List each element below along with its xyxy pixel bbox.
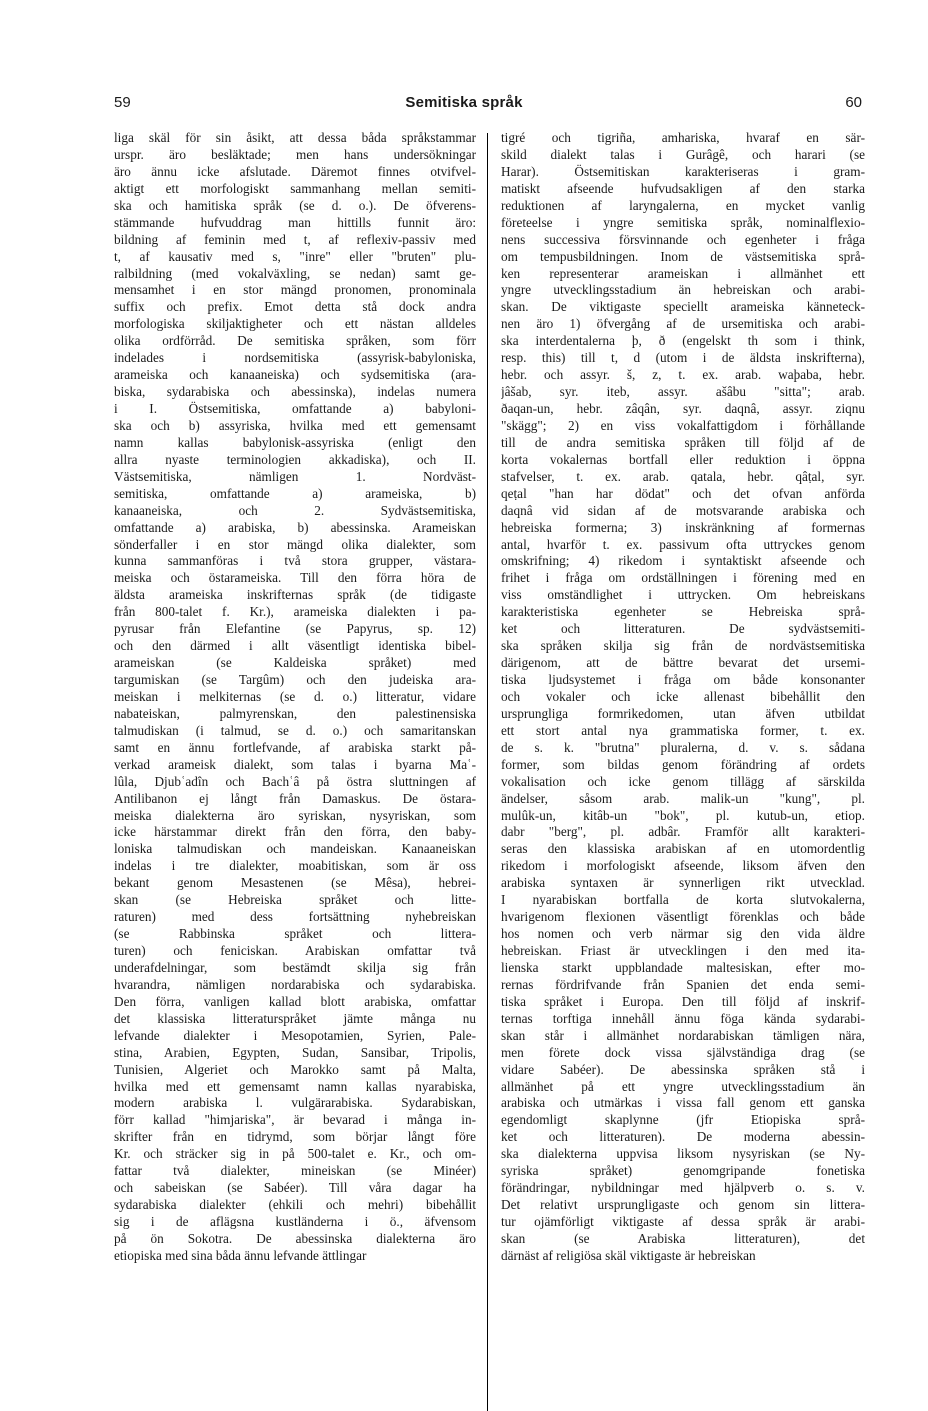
text-line: Kr. och sträcker sig in på 500-talet e. Kr., och om- [114, 1146, 476, 1162]
text-line: lûla, Djubʿadîn och Bachʿâ på östra sluttningen af [114, 773, 476, 789]
text-line: stämmande hufvuddrag man hittills funnit äro: [114, 214, 476, 230]
text-line: stina, Arabien, Egypten, Sudan, Sansibar, Tripolis, [114, 1044, 476, 1060]
text-line: lefvande dialekter i Mesopotamien, Syrien, Pale- [114, 1027, 476, 1043]
text-line: syriska språket) genomgripande fonetiska [501, 1163, 865, 1179]
text-line: karakteristiska egenheter se Hebreiska språ- [501, 604, 865, 620]
text-line: det klassiska litteraturspråket jämte många nu [114, 1010, 476, 1026]
text-line: (se Rabbinska språket och littera- [114, 926, 476, 942]
text-line: suffix och prefix. Emot detta stå dock andra [114, 299, 476, 315]
text-line: sig i de aflägsna kustländerna i ö., äfvensom [114, 1214, 476, 1229]
text-line: bildning af feminin med t, af reflexiv-passiv med [114, 231, 476, 247]
text-line: rernas fördrifvande från Spanien det enda semi- [501, 976, 865, 992]
text-line: förr kallad "himjariska", är bevarad i många in- [114, 1112, 476, 1128]
text-line: sönderfaller i en stor mängd olika dialekter, som [114, 536, 476, 552]
text-line: omfattande a) arabiska, b) abessinska. Arameiskan [114, 519, 476, 535]
text-line: därigenom, att de bättre bevarat det ursemi- [501, 655, 865, 671]
text-line: stafvelser, t. ex. arab. qatala, hebr. qâṭal, syr. [501, 468, 865, 484]
text-line: bekant genom Mesastenen (se Mêsa), hebrei- [114, 875, 476, 891]
text-line: arameiska och kanaaneiska) och sydsemitiska (ara- [114, 367, 476, 383]
right-column [501, 130, 865, 1265]
text-line: Tunisien, Algeriet och Marokko samt på Malta, [114, 1061, 476, 1077]
text-line: morfologiska skiljaktigheter och ett nästan alldeles [114, 316, 476, 332]
text-line: ket och litteraturen. De sydvästsemiti- [501, 621, 865, 637]
text-line: matiskt afseende hufvudsakligen af den starka [501, 180, 865, 196]
text-line: aktigt ett morfologiskt sammanhang mellan semiti- [114, 180, 476, 196]
text-line: därnäst af religiösa skäl viktigaste är hebreiskan [501, 1247, 756, 1263]
text-line: fattar två dialekter, mineiskan (se Minéer) [114, 1163, 476, 1179]
text-line: skild dialekt talas i Gurâgê, och harari (se [501, 146, 865, 162]
text-line: talmudiskan (i talmud, se d. o.) och samaritanskan [114, 722, 476, 738]
text-line: ändelser, såsom arab. malik-un "kung", pl. [501, 790, 865, 806]
text-line: resp. this) till t, d (utom i de äldsta inskrifterna), [501, 350, 865, 366]
text-line: hvarigenom flexionen väsentligt förenklas och både [501, 909, 865, 925]
text-line: tigré och tigriña, amhariska, hvaraf en sär- [501, 130, 865, 145]
text-line: jâšab, syr. iteb, assyr. ašâbu "sitta"; arab. [501, 384, 865, 400]
text-line: indelades i nordsemitiska (assyrisk-babyloniska, [114, 350, 476, 366]
text-line: lienska starkt uppblandade maltesiskan, efter mo- [501, 959, 865, 975]
text-line: dabr "berg", pl. adbâr. Framför allt karakteri- [501, 824, 865, 840]
page-number-left: 59 [114, 94, 131, 111]
text-line: och vokaler och icke allenast bibehållit den [501, 688, 865, 704]
text-line: ska interdentalerna þ, ð (engelskt th som i think, [501, 333, 865, 349]
left-column [114, 130, 476, 1265]
running-title: Semitiska språk [405, 94, 523, 111]
text-line: i I. Östsemitiska, omfattande a) babyloni- [114, 401, 476, 416]
text-line: tur ojämförligt viktigaste af dessa språk är arabi- [501, 1214, 865, 1229]
text-line: äro ännu icke afslutade. Däremot finnes otvifvel- [114, 163, 476, 179]
text-line: t, af kausativ med s, "inre" eller "bruten" plu- [114, 248, 476, 264]
text-line: tiska språket i Europa. Den till följd af inskrif- [501, 993, 865, 1009]
text-line: kanaaneiska, och 2. Sydvästsemitiska, [114, 502, 476, 518]
column-divider [487, 133, 488, 1411]
text-line: "skägg"; 2) en viss vokalfattigdom i förhållande [501, 417, 865, 433]
text-line: ska dialekterna uppvisa liksom nysyriskan (se Ny- [501, 1146, 865, 1162]
text-line: underafdelningar, som bestämdt skilja sig från [114, 959, 476, 975]
text-line: nen äro 1) öfvergång af de ursemitiska och arabi- [501, 316, 865, 332]
text-line: sydarabiska dialekter (ehkili och mehri) bibehållit [114, 1197, 476, 1213]
text-line: etiopiska med sina båda ännu lefvande ättlingar [114, 1247, 367, 1263]
page-number-right: 60 [845, 94, 862, 111]
text-line: Det relativt ursprungligaste och genom sin littera- [501, 1197, 865, 1213]
text-line: skan står i allmänhet nordarabiskan tämligen nära, [501, 1027, 865, 1043]
text-line: men förete dock vissa självständiga drag (se [501, 1044, 865, 1060]
text-line: korta vokalernas bortfall eller reduktion i öppna [501, 451, 865, 467]
text-line: vokalisation och icke genom tillägg af särskilda [501, 773, 865, 789]
text-line: Antilibanon ej långt från Damaskus. De östara- [114, 790, 476, 806]
text-line: namn kallas babylonisk-assyriska (enligt den [114, 434, 476, 450]
text-line: former, som bildas genom förändring af ordets [501, 756, 865, 772]
text-line: från 800-talet f. Kr.), arameiska dialekten i pa- [114, 604, 476, 620]
text-line: antal, hvarför t. ex. passivum ofta uttryckes genom [501, 536, 865, 552]
text-line: ken representerar arameiskan i allmänhet ett [501, 265, 865, 281]
text-line: kunna sammanföras i två stora grupper, västara- [114, 553, 476, 569]
text-line: till de andra semitiska språken till följd af de [501, 434, 865, 450]
text-line: Harar). Östsemitiskan karakteriseras i gram- [501, 163, 865, 179]
text-line: skan (se Arabiska litteraturen), det [501, 1230, 865, 1246]
text-line: verkad arameisk dialekt, som talas i byarna Maʿ- [114, 756, 476, 772]
text-line: frihet i fråga om ordställningen i förening med en [501, 570, 865, 586]
text-line: mensamhet i en stor mängd pronomen, pronominala [114, 282, 476, 298]
text-line: icke härstammar direkt från den förra, den baby- [114, 824, 476, 840]
text-line: tiska ljudsystemet i fråga om både konsonanter [501, 672, 865, 687]
text-line: allra nyaste terminologien akkadiska), och II. [114, 451, 476, 467]
text-line: pyrusar från Elefantine (se Papyrus, sp. 12) [114, 621, 476, 637]
text-line: äldsta arameiska inskrifternas språk (de tidigaste [114, 587, 476, 603]
text-line: ket och litteraturen). De moderna abessin- [501, 1129, 865, 1145]
text-line: arameiskan (se Kaldeiska språket) med [114, 655, 476, 671]
text-line: Den förra, vanligen kallad blott arabiska, omfattar [114, 993, 476, 1009]
text-line: Västsemitiska, nämligen 1. Nordväst- [114, 468, 476, 484]
text-line: yngre utvecklingsstadium än hebreiskan och arabi- [501, 282, 865, 298]
text-line: om tempusbildningen. Inom de västsemitiska språ- [501, 248, 865, 264]
text-line: raturen) med dess fortsättning nyhebreiskan [114, 909, 476, 925]
text-line: och den därmed i allt väsentligt identiska bibel- [114, 638, 476, 654]
text-line: liga skäl för sin åsikt, att dessa båda språkstammar [114, 130, 476, 145]
text-line: loniska talmudiskan och mandeiskan. Kanaaneiskan [114, 841, 476, 857]
text-line: viss omständlighet i uttrycken. Om hebreiskans [501, 587, 865, 603]
text-line: meiskan i melkiternas (se d. o.) litteratur, vidare [114, 688, 476, 704]
text-line: ska språken skilja sig från de nordvästsemitiska [501, 638, 865, 654]
text-line: de s. k. "brutna" pluralerna, d. v. s. sådana [501, 739, 865, 755]
text-line: omskrifning; 4) rikedom i syntaktiskt afseende och [501, 553, 865, 569]
text-line: qeṭal "han har dödat" och det ofvan anförda [501, 485, 865, 501]
text-line: arabiska och utmärkas i vissa fall genom ett ganska [501, 1095, 865, 1111]
text-line: skan. De viktigaste speciellt arameiska känneteck- [501, 299, 865, 315]
text-line: mulûk-un, kitâb-un "bok", pl. kutub-un, etiop. [501, 807, 865, 823]
text-line: urspr. äro besläktade; men hans undersökningar [114, 146, 476, 162]
text-line: hvilka med ett gemensamt namn kallas nyarabiska, [114, 1078, 476, 1094]
text-line: hvarandra, nämligen nordarabiska och sydarabiska. [114, 976, 476, 992]
text-line: olika ordförråd. De semitiska språken, som förr [114, 333, 476, 349]
text-line: samt en ännu fortlefvande, af arabiska starkt på- [114, 739, 476, 755]
text-line: skrifter från en tidrymd, som börjar långt före [114, 1129, 476, 1145]
text-line: semitiska, omfattande a) arameiska, b) [114, 485, 476, 501]
text-line: vidare Sabéer). De abessinska språken stå i [501, 1061, 865, 1077]
text-line: hebreiska formerna; 3) inskränkning af formernas [501, 519, 865, 535]
text-line: ska och hamitiska språk (se d. o.). De öfverens- [114, 197, 476, 213]
text-line: daqnâ vid sidan af de motsvarande arabiska och [501, 502, 865, 518]
text-line: och sabeiskan (se Sabéer). Till våra dagar ha [114, 1180, 476, 1196]
text-line: targumiskan (se Targûm) och den judeiska ara- [114, 672, 476, 687]
text-line: hebr. och assyr. š, z, t. ex. arab. waþaba, hebr. [501, 367, 865, 383]
text-line: nens successiva försvinnande och egenheter i fråga [501, 231, 865, 247]
text-line: ternas torftiga innehåll ännu föga kända sydarabi- [501, 1010, 865, 1026]
text-line: I nyarabiskan bortfalla de korta slutvokalerna, [501, 892, 865, 908]
text-line: meiska och östarameiska. Till den förra höra de [114, 570, 476, 586]
text-line: skan (se Hebreiska språket och litte- [114, 892, 476, 908]
text-line: seras den klassiska arabiskan af en utomordentlig [501, 841, 865, 857]
text-line: modern arabiska l. vulgärarabiska. Sydarabiskan, [114, 1095, 476, 1111]
text-line: rikedom i morfologiskt afseende, liksom äfven den [501, 858, 865, 874]
text-line: meiska dialekterna äro syriskan, nysyriskan, som [114, 807, 476, 823]
text-line: hebreiskan. Friast är utvecklingen i den med ita- [501, 943, 865, 958]
text-line: ursprungliga formrikedomen, utan äfven utbildat [501, 705, 865, 721]
text-line: turen) och feniciskan. Arabiskan omfattar två [114, 943, 476, 958]
text-line: reduktionen af laryngalerna, en mycket vanlig [501, 197, 865, 213]
text-line: biska, sydarabiska och abessinska), indelas numera [114, 384, 476, 400]
text-line: hos nomen och verb närmar sig den vida äldre [501, 926, 865, 942]
text-line: företeelse i yngre semitiska språk, nominalflexio- [501, 214, 865, 230]
page-header [0, 94, 928, 116]
text-line: arabiska syntaxen är synnerligen rikt utvecklad. [501, 875, 865, 891]
text-line: ett stort antal nya grammatiska former, t. ex. [501, 722, 865, 738]
text-line: allmänhet på ett yngre utvecklingsstadium än [501, 1078, 865, 1094]
text-line: ralbildning (med vokalväxling, se nedan) samt ge- [114, 265, 476, 281]
text-line: på ön Sokotra. De abessinska dialekterna äro [114, 1230, 476, 1246]
text-line: egendomligt skaplynne (jfr Etiopiska språ- [501, 1112, 865, 1128]
text-line: ðaqan-un, hebr. zâqân, syr. daqnâ, assyr. ziqnu [501, 401, 865, 416]
text-line: ska och b) assyriska, hvilka med ett gemensamt [114, 417, 476, 433]
text-line: nabateiskan, palmyrenskan, den palestinensiska [114, 705, 476, 721]
text-line: förändringar, nybildningar med hjälpverb o. s. v. [501, 1180, 865, 1196]
text-line: indelas i tre dialekter, moabitiskan, som är oss [114, 858, 476, 874]
